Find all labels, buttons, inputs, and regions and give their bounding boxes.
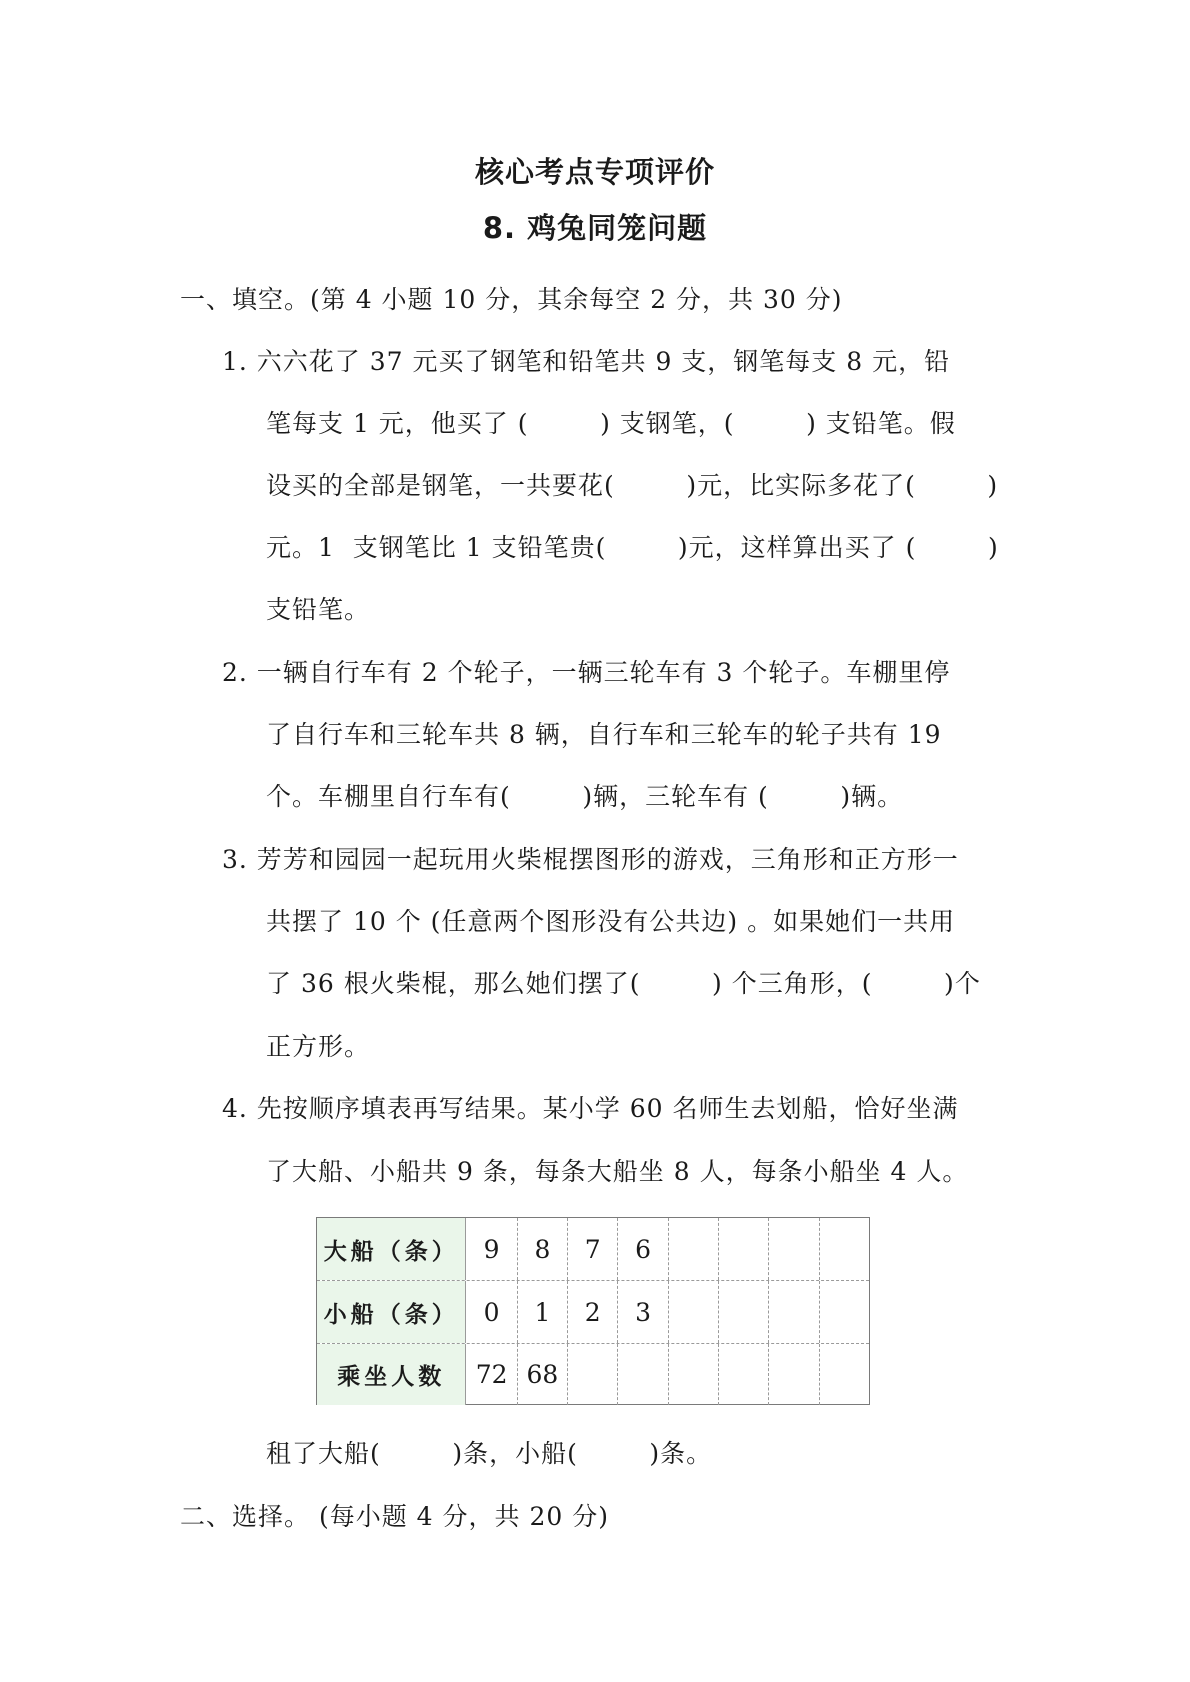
- page-title: 核心考点专项评价: [474, 155, 715, 189]
- section-1-heading: 一、填空。(第 4 小题 10 分，其余每空 2 分，共 30 分): [180, 285, 843, 314]
- table-cell: [668, 1344, 718, 1405]
- question-line: 2. 一辆自行车有 2 个轮子，一辆三轮车有 3 个轮子。车棚里停: [222, 658, 951, 687]
- question-line: 设买的全部是钢笔，一共要花( )元，比实际多花了( ): [266, 471, 999, 500]
- table-cell: [768, 1344, 818, 1405]
- table-cell: 1: [517, 1281, 567, 1343]
- question-line: 1. 六六花了 37 元买了钢笔和铅笔共 9 支，钢笔每支 8 元，铅: [222, 347, 951, 376]
- table-cell: 8: [517, 1218, 567, 1280]
- question-4-answer: 租了大船( )条，小船( )条。: [266, 1439, 713, 1468]
- question-line: 元。1 支钢笔比 1 支铅笔贵( )元，这样算出买了 ( ): [266, 533, 999, 562]
- question-line: 了大船、小船共 9 条，每条大船坐 8 人，每条小船坐 4 人。: [266, 1157, 969, 1186]
- question-line: 4. 先按顺序填表再写结果。某小学 60 名师生去划船，恰好坐满: [222, 1094, 959, 1123]
- table-cell: 9: [483, 1234, 500, 1264]
- question-line: 了自行车和三轮车共 8 辆，自行车和三轮车的轮子共有 19: [266, 720, 942, 749]
- table-cell: [819, 1344, 869, 1405]
- table-cell: 68: [517, 1344, 567, 1405]
- table-cell: [668, 1218, 718, 1280]
- table-cell: [718, 1344, 768, 1405]
- row-header: 乘坐人数: [317, 1344, 466, 1405]
- table-cell: [819, 1218, 869, 1280]
- table-cell: 72: [475, 1360, 508, 1389]
- question-line: 了 36 根火柴棍，那么她们摆了( ) 个三角形，( )个: [266, 969, 981, 998]
- table-cell: 6: [617, 1218, 667, 1280]
- table-cell: [768, 1218, 818, 1280]
- table-cell: 0: [483, 1297, 500, 1327]
- question-line: 3. 芳芳和园园一起玩用火柴棍摆图形的游戏，三角形和正方形一: [222, 845, 959, 874]
- page-subtitle: 8. 鸡兔同笼问题: [482, 211, 708, 245]
- question-line: 个。车棚里自行车有( )辆，三轮车有 ( )辆。: [266, 782, 904, 811]
- question-line: 正方形。: [266, 1032, 371, 1061]
- table-cell: [567, 1344, 617, 1405]
- question-line: 笔每支 1 元，他买了 ( ) 支钢笔，( ) 支铅笔。假: [266, 409, 956, 438]
- row-header: 小船（条）: [317, 1281, 466, 1343]
- boat-table: [316, 1217, 870, 1405]
- table-cell: 7: [567, 1218, 617, 1280]
- table-row-big-boat: [317, 1218, 869, 1280]
- question-line: 支铅笔。: [266, 595, 371, 624]
- table-cell: 2: [567, 1281, 617, 1343]
- table-cell: [668, 1281, 718, 1343]
- table-cell: [768, 1281, 818, 1343]
- table-cell: [617, 1344, 667, 1405]
- table-cell: 3: [617, 1281, 667, 1343]
- table-row-small-boat: [317, 1280, 869, 1343]
- table-cell: [718, 1218, 768, 1280]
- table-cell: [718, 1281, 768, 1343]
- table-row-passengers: [317, 1343, 869, 1405]
- section-2-heading: 二、选择。 (每小题 4 分，共 20 分): [180, 1502, 609, 1531]
- table-cell: [819, 1281, 869, 1343]
- row-header: 大船（条）: [317, 1218, 466, 1280]
- question-line: 共摆了 10 个 (任意两个图形没有公共边) 。如果她们一共用: [266, 907, 956, 936]
